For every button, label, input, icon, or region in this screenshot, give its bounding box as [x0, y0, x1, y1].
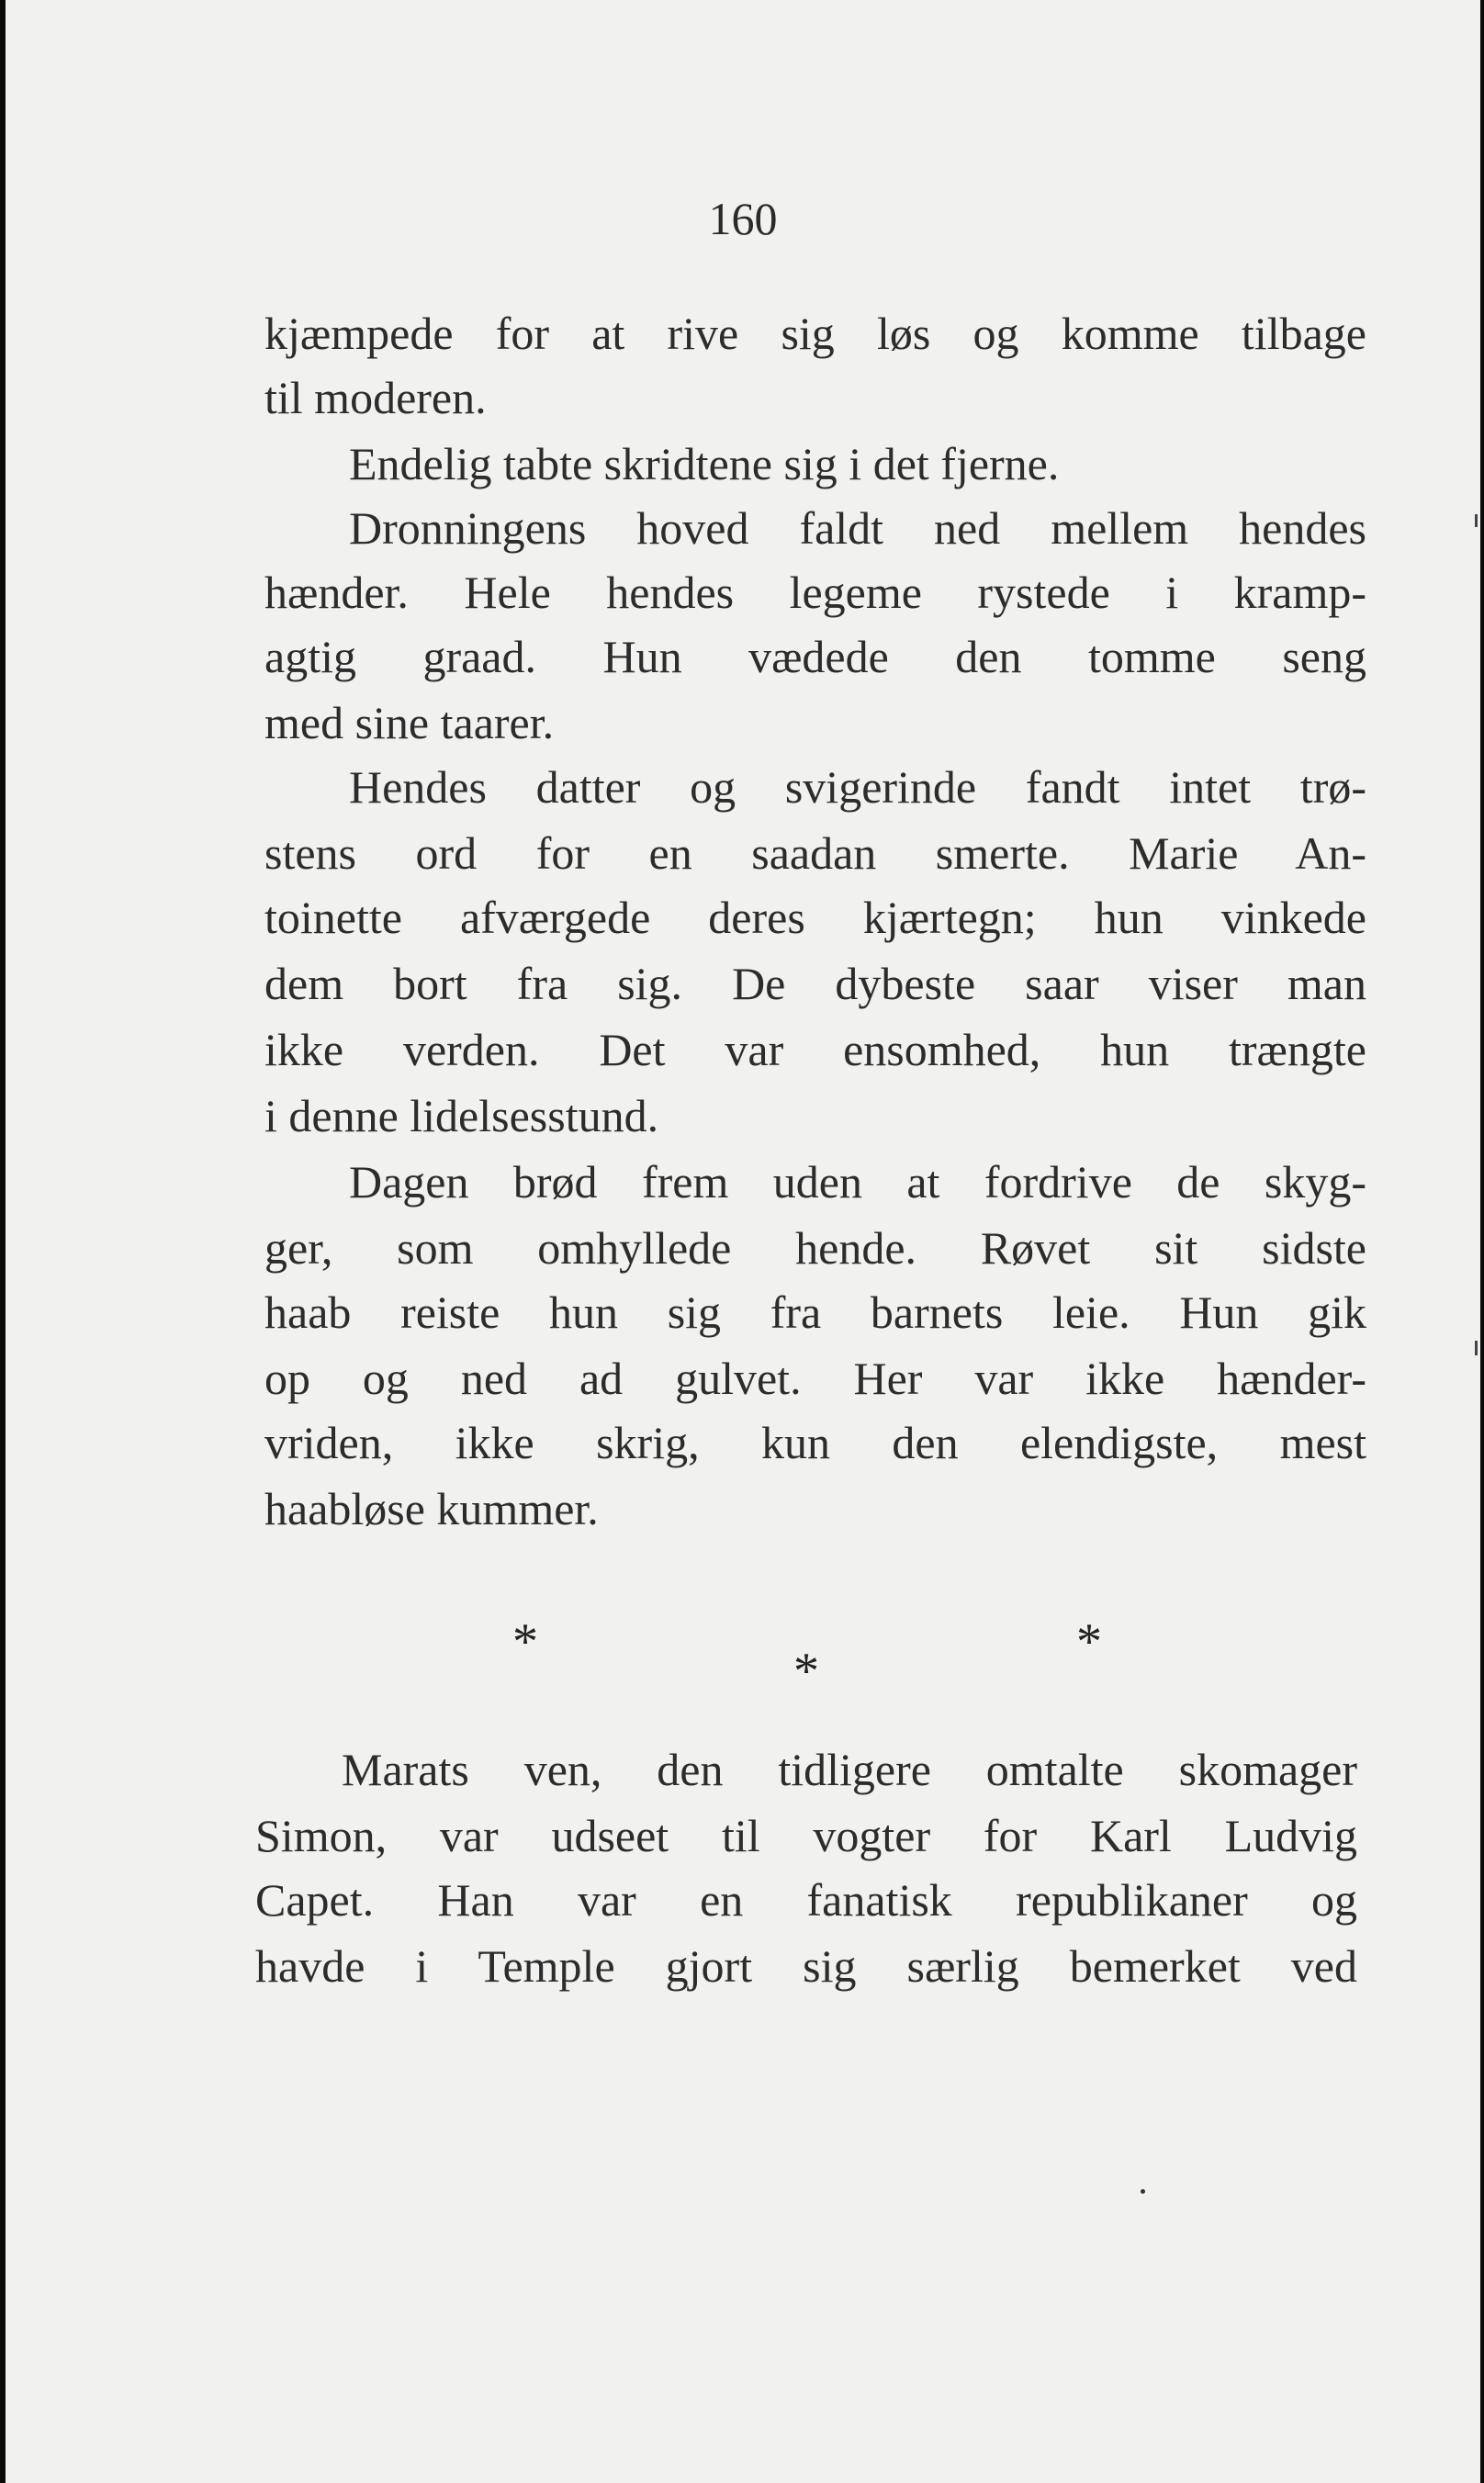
text-line: op og ned ad gulvet. Her var ikke hænder- — [264, 1353, 1366, 1404]
text-line: ikke verden. Det var ensomhed, hun trængte — [264, 1024, 1366, 1075]
text-line: Dagen brød frem uden at fordrive de skyg- — [349, 1156, 1366, 1208]
text-line: Capet. Han var en fanatisk republikaner og — [255, 1874, 1357, 1926]
page-number: 160 — [708, 193, 778, 244]
scan-edge-mark — [1475, 1341, 1478, 1355]
text-line: haabløse kummer. — [264, 1483, 599, 1534]
text-line: havde i Temple gjort sig særlig bemerket ved — [255, 1940, 1357, 1992]
text-line: Simon, var udseet til vogter for Karl Ludvig — [255, 1810, 1357, 1861]
text-line: haab reiste hun sig fra barnets leie. Hun gik — [264, 1286, 1366, 1338]
text-line: toinette afværgede deres kjærtegn; hun vinkede — [264, 892, 1366, 943]
text-line: Marats ven, den tidligere omtalte skomager — [342, 1744, 1357, 1795]
text-line: med sine taarer. — [264, 697, 555, 748]
scan-edge-mark — [1475, 514, 1478, 527]
text-line: vriden, ikke skrig, kun den elendigste, mest — [264, 1417, 1366, 1468]
text-line: hænder. Hele hendes legeme rystede i kramp- — [264, 567, 1366, 618]
text-line: til moderen. — [264, 372, 487, 423]
separator-star: * — [512, 1613, 538, 1670]
text-line: i denne lidelsesstund. — [264, 1090, 659, 1141]
scan-speck — [1141, 2189, 1145, 2194]
text-line: kjæmpede for at rive sig løs og komme tilbage — [264, 308, 1366, 359]
book-page — [6, 0, 1480, 2483]
text-line: stens ord for en saadan smerte. Marie An- — [264, 827, 1366, 879]
text-line: Endelig tabte skridtene sig i det fjerne. — [349, 438, 1060, 489]
text-line: Dronningens hoved faldt ned mellem hendes — [349, 502, 1366, 554]
text-line: agtig graad. Hun vædede den tomme seng — [264, 631, 1366, 682]
text-line: ger, som omhyllede hende. Røvet sit sidste — [264, 1222, 1366, 1274]
text-line: dem bort fra sig. De dybeste saar viser man — [264, 958, 1366, 1009]
separator-star: * — [793, 1643, 819, 1700]
separator-star: * — [1076, 1613, 1102, 1670]
text-line: Hendes datter og svigerinde fandt intet trø- — [349, 761, 1366, 813]
